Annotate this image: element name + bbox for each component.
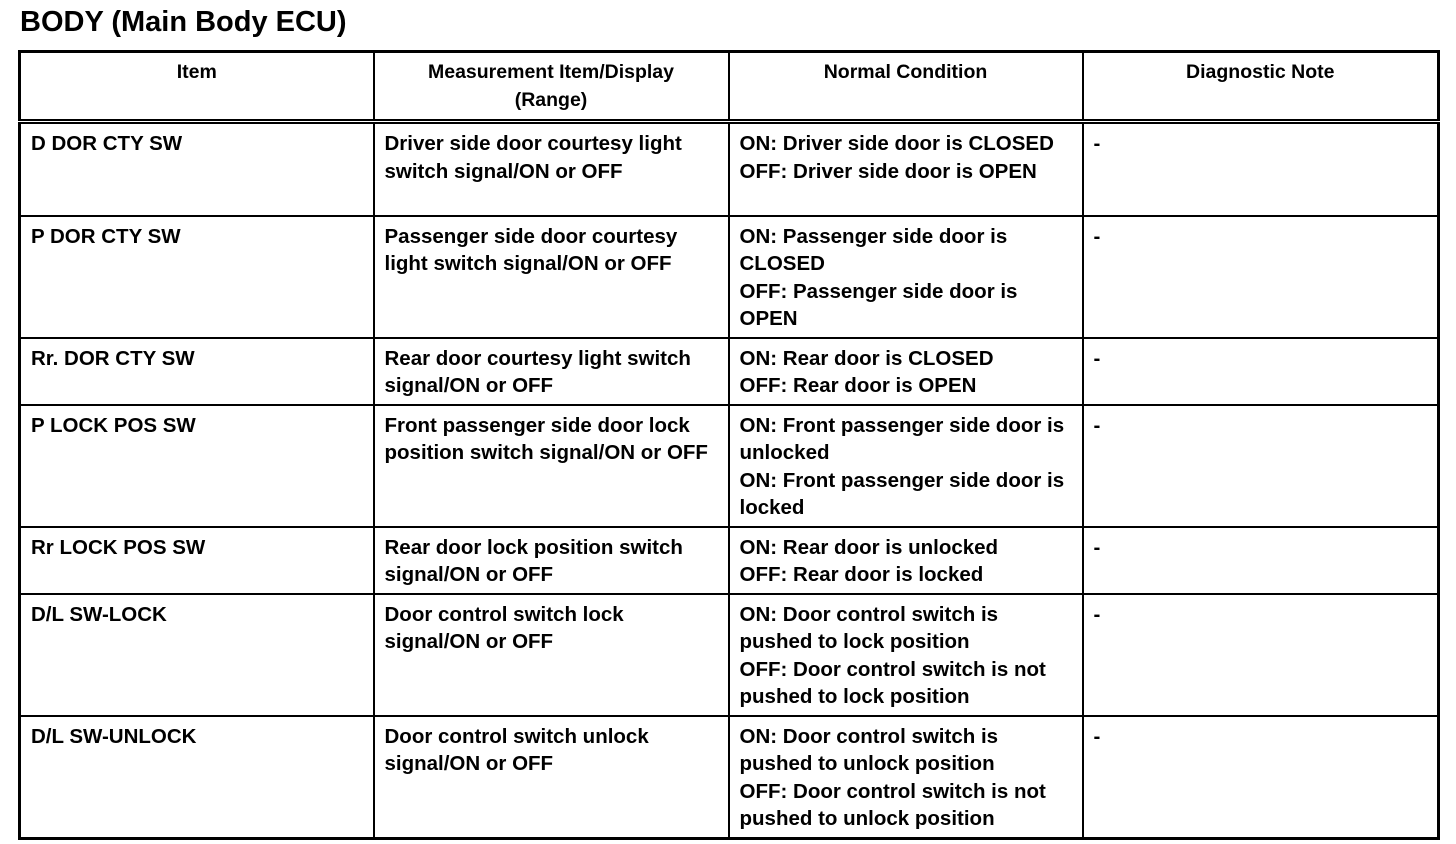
cell-measurement: Passenger side door courtesy light switch signal/ON or OFF — [374, 216, 729, 338]
table-row — [20, 122, 1439, 216]
header-normal-condition: Normal Condition — [729, 52, 1083, 122]
header-diagnostic-note: Diagnostic Note — [1083, 52, 1439, 122]
cell-diagnostic-note: - — [1083, 527, 1439, 594]
cell-item: D/L SW-LOCK — [20, 594, 374, 716]
table-row — [20, 405, 1439, 527]
cell-diagnostic-note: - — [1083, 405, 1439, 527]
cell-item: P LOCK POS SW — [20, 405, 374, 527]
table-row — [20, 594, 1439, 716]
cell-measurement: Front passenger side door lock position switch signal/ON or OFF — [374, 405, 729, 527]
cell-normal-condition — [729, 527, 1083, 594]
normal-on-text: ON: Passenger side door is CLOSED — [739, 224, 1008, 275]
cell-diagnostic-note: - — [1083, 122, 1439, 216]
cell-diagnostic-note: - — [1083, 594, 1439, 716]
table-row — [20, 216, 1439, 338]
header-measurement-line2: (Range) — [514, 89, 588, 111]
cell-diagnostic-note: - — [1083, 716, 1439, 839]
cell-item: P DOR CTY SW — [20, 216, 374, 338]
normal-off-text: OFF: Driver side door is OPEN — [739, 159, 1037, 183]
cell-measurement: Rear door lock position switch signal/ON or OFF — [374, 527, 729, 594]
cell-diagnostic-note: - — [1083, 216, 1439, 338]
cell-measurement: Door control switch unlock signal/ON or OFF — [374, 716, 729, 839]
cell-item: D/L SW-UNLOCK — [20, 716, 374, 839]
normal-on-text: ON: Rear door is unlocked — [739, 535, 999, 559]
cell-normal-condition — [729, 122, 1083, 216]
cell-diagnostic-note: - — [1083, 338, 1439, 405]
normal-on-text: ON: Door control switch is pushed to unlock position — [739, 724, 999, 775]
cell-measurement: Rear door courtesy light switch signal/ON or OFF — [374, 338, 729, 405]
page-title: BODY (Main Body ECU) — [20, 6, 347, 38]
normal-off-text: OFF: Passenger side door is OPEN — [739, 279, 1018, 330]
normal-on-text: ON: Front passenger side door is unlocked — [739, 413, 1065, 464]
data-list-table — [18, 50, 1440, 840]
cell-normal-condition — [729, 405, 1083, 527]
table-row — [20, 527, 1439, 594]
cell-measurement: Door control switch lock signal/ON or OFF — [374, 594, 729, 716]
normal-off-text: OFF: Door control switch is not pushed to lock position — [739, 657, 1046, 708]
normal-off-text: ON: Front passenger side door is locked — [739, 468, 1065, 519]
cell-normal-condition — [729, 338, 1083, 405]
cell-normal-condition — [729, 594, 1083, 716]
cell-item: Rr. DOR CTY SW — [20, 338, 374, 405]
header-item: Item — [20, 52, 374, 122]
cell-normal-condition — [729, 216, 1083, 338]
normal-off-text: OFF: Door control switch is not pushed to unlock position — [739, 779, 1046, 830]
table-row — [20, 338, 1439, 405]
normal-off-text: OFF: Rear door is OPEN — [739, 374, 977, 397]
header-measurement — [374, 52, 729, 122]
normal-on-text: ON: Door control switch is pushed to lock position — [739, 602, 999, 653]
cell-measurement: Driver side door courtesy light switch signal/ON or OFF — [374, 122, 729, 216]
cell-item: D DOR CTY SW — [20, 122, 374, 216]
header-measurement-line1: Measurement Item/Display — [427, 61, 674, 83]
table-row — [20, 716, 1439, 839]
cell-item: Rr LOCK POS SW — [20, 527, 374, 594]
table-header-row — [20, 52, 1439, 122]
normal-on-text: ON: Rear door is CLOSED — [739, 346, 994, 370]
normal-off-text: OFF: Rear door is locked — [739, 563, 984, 586]
normal-on-text: ON: Driver side door is CLOSED — [739, 132, 1054, 155]
cell-normal-condition — [729, 716, 1083, 839]
